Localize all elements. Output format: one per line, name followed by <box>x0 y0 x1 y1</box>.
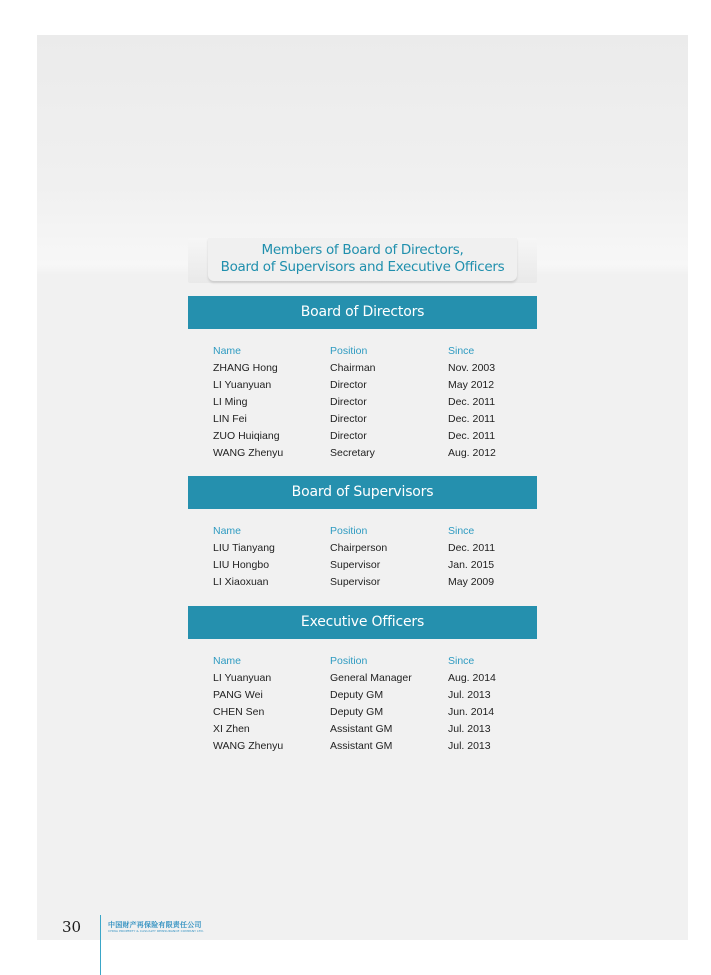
table-row <box>213 394 533 411</box>
member-position: Director <box>330 379 367 391</box>
table-row <box>213 670 533 687</box>
table-board-of-supervisors <box>213 523 533 591</box>
member-name: LIN Fei <box>213 413 247 425</box>
member-name: XI Zhen <box>213 723 250 735</box>
column-header-since: Since <box>448 655 475 667</box>
member-position: Supervisor <box>330 559 381 571</box>
column-header-name: Name <box>213 655 242 667</box>
member-name: PANG Wei <box>213 689 263 701</box>
member-since: Dec. 2011 <box>448 542 496 554</box>
member-position: Assistant GM <box>330 723 393 735</box>
member-since: Jan. 2015 <box>448 559 495 571</box>
company-logo <box>108 921 204 933</box>
member-since: Jul. 2013 <box>448 723 491 735</box>
table-row <box>213 377 533 394</box>
table-row <box>213 411 533 428</box>
column-header-position: Position <box>330 655 368 667</box>
member-name: CHEN Sen <box>213 706 265 718</box>
page-title-box <box>188 238 537 283</box>
section-heading-executive-officers: Executive Officers <box>188 606 537 639</box>
member-since: Aug. 2014 <box>448 672 496 684</box>
member-since: Nov. 2003 <box>448 362 496 374</box>
member-since: Jun. 2014 <box>448 706 495 718</box>
member-position: Supervisor <box>330 576 381 588</box>
member-position: Assistant GM <box>330 740 393 752</box>
member-name: LI Xiaoxuan <box>213 576 269 588</box>
member-name: ZUO Huiqiang <box>213 430 280 442</box>
table-row <box>213 721 533 738</box>
page-title-line-1: Members of Board of Directors, <box>261 242 464 258</box>
column-header-name: Name <box>213 525 242 537</box>
page-title <box>188 242 537 276</box>
table-row <box>213 704 533 721</box>
column-header-position: Position <box>330 345 368 357</box>
member-position: General Manager <box>330 672 412 684</box>
member-since: Aug. 2012 <box>448 447 496 459</box>
member-since: Jul. 2013 <box>448 689 491 701</box>
table-row <box>213 687 533 704</box>
member-name: LI Yuanyuan <box>213 379 272 391</box>
member-name: ZHANG Hong <box>213 362 278 374</box>
member-position: Deputy GM <box>330 689 384 701</box>
member-name: WANG Zhenyu <box>213 447 284 459</box>
member-since: Dec. 2011 <box>448 413 496 425</box>
member-position: Chairperson <box>330 542 388 554</box>
member-since: May 2009 <box>448 576 495 588</box>
member-name: LI Yuanyuan <box>213 672 272 684</box>
member-since: Dec. 2011 <box>448 396 496 408</box>
table-header-row <box>213 523 533 540</box>
page-title-line-2: Board of Supervisors and Executive Officers <box>220 259 505 275</box>
section-heading-board-of-supervisors: Board of Supervisors <box>188 476 537 509</box>
footer-divider <box>100 915 101 975</box>
column-header-position: Position <box>330 525 368 537</box>
table-row <box>213 738 533 755</box>
table-header-row <box>213 653 533 670</box>
company-logo-en: CHINA PROPERTY & CASUALTY REINSURANCE COMPANY LTD. <box>108 929 204 933</box>
member-name: LI Ming <box>213 396 248 408</box>
column-header-name: Name <box>213 345 242 357</box>
table-row <box>213 445 533 462</box>
member-since: Jul. 2013 <box>448 740 491 752</box>
member-since: May 2012 <box>448 379 495 391</box>
member-position: Deputy GM <box>330 706 384 718</box>
member-position: Director <box>330 430 367 442</box>
member-position: Director <box>330 396 367 408</box>
table-row <box>213 428 533 445</box>
table-header-row <box>213 343 533 360</box>
member-position: Chairman <box>330 362 376 374</box>
table-row <box>213 557 533 574</box>
page-number: 30 <box>62 918 82 936</box>
member-position: Director <box>330 413 367 425</box>
table-executive-officers <box>213 653 533 755</box>
section-heading-board-of-directors: Board of Directors <box>188 296 537 329</box>
member-name: WANG Zhenyu <box>213 740 284 752</box>
member-position: Secretary <box>330 447 375 459</box>
member-name: LIU Hongbo <box>213 559 270 571</box>
table-board-of-directors <box>213 343 533 462</box>
column-header-since: Since <box>448 345 475 357</box>
member-name: LIU Tianyang <box>213 542 275 554</box>
member-since: Dec. 2011 <box>448 430 496 442</box>
table-row <box>213 574 533 591</box>
table-row <box>213 540 533 557</box>
column-header-since: Since <box>448 525 475 537</box>
company-logo-cn: 中国财产再保险有限责任公司 <box>108 921 202 929</box>
table-row <box>213 360 533 377</box>
